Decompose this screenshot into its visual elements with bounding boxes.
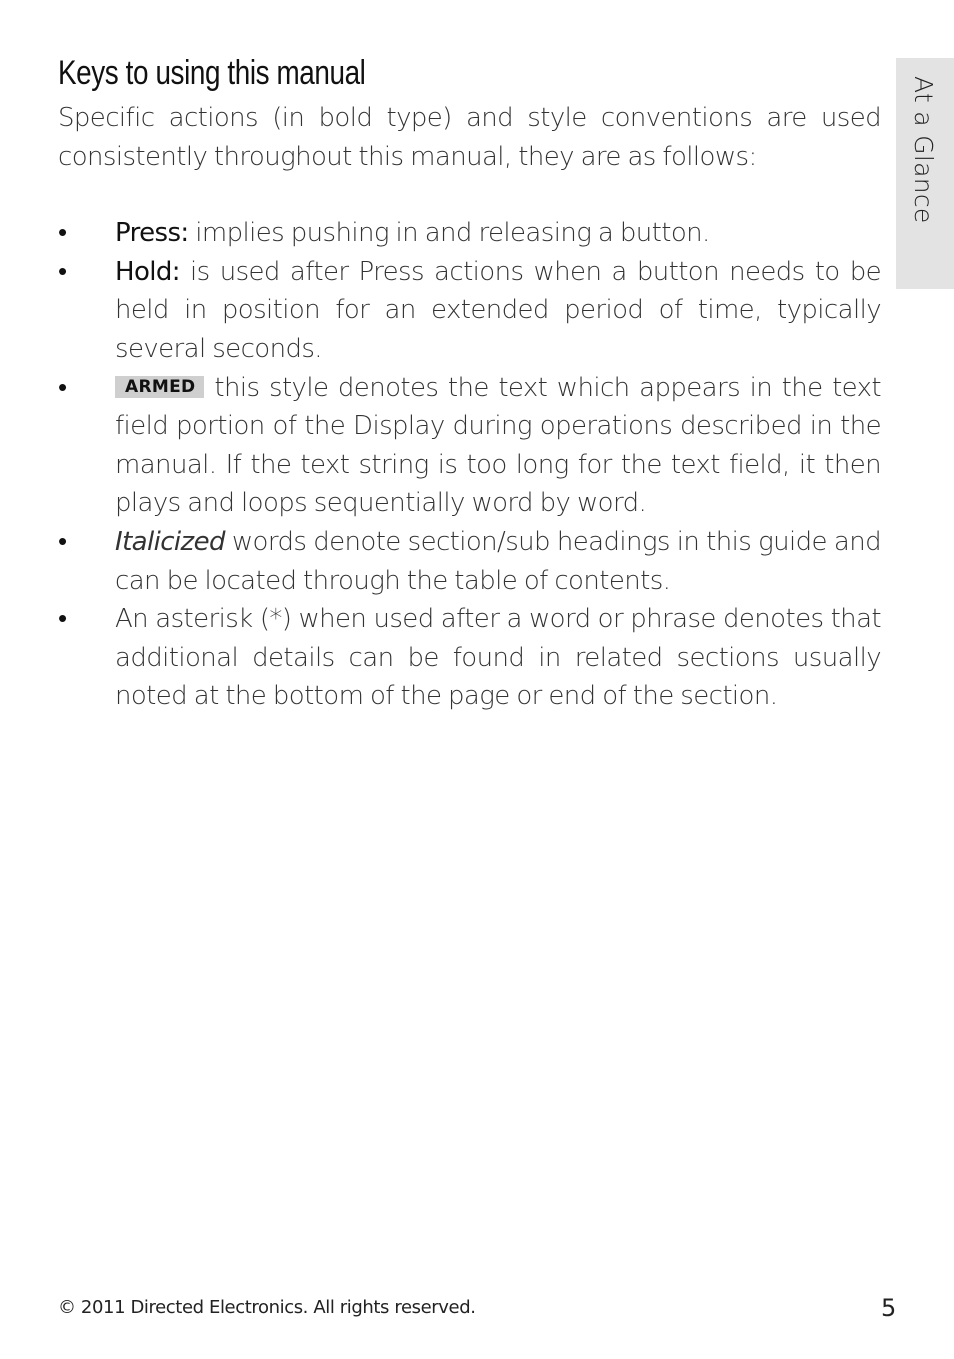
press-keyword: Press: bbox=[115, 218, 189, 249]
page-content bbox=[58, 99, 881, 716]
bullet-icon: • bbox=[58, 526, 67, 557]
list-item-hold bbox=[58, 253, 881, 369]
italicized-description: words denote section/sub headings in this guide and can be located through the table of contents. bbox=[115, 526, 881, 596]
armed-description: this style denotes the text which appears in the text field portion of the Display during operations described in the manual. If the text string is too long for the text field, it then plays and loops sequentially word by word. bbox=[115, 372, 881, 519]
press-description: implies pushing in and releasing a button. bbox=[188, 218, 710, 249]
footer-copyright: © 2011 Directed Electronics. All rights reserved. bbox=[58, 1297, 476, 1318]
page-title: Keys to using this manual bbox=[58, 54, 366, 92]
page-number: 5 bbox=[881, 1294, 897, 1322]
intro-paragraph: Specific actions (in bold type) and style conventions are used consistently throughout this manual, they are as follows: bbox=[58, 103, 881, 172]
list-item-press bbox=[58, 214, 881, 253]
section-tab-label: At a Glance bbox=[909, 76, 938, 224]
section-tab bbox=[896, 58, 954, 289]
bullet-icon: • bbox=[58, 256, 67, 287]
bullet-icon: • bbox=[58, 372, 67, 403]
hold-description: is used after Press actions when a button needs to be held in position for an extended period of time, typically several seconds. bbox=[115, 256, 881, 364]
armed-display-chip: ARMED bbox=[115, 376, 204, 398]
bullet-icon: • bbox=[58, 218, 67, 249]
list-item-armed bbox=[58, 369, 881, 523]
bullet-icon: • bbox=[58, 604, 67, 635]
conventions-list bbox=[58, 214, 881, 716]
list-item-asterisk bbox=[58, 600, 881, 716]
hold-keyword: Hold: bbox=[115, 256, 180, 287]
asterisk-description: An asterisk (*) when used after a word or phrase denotes that additional details can be found in related sections usually noted at the bottom of the page or end of the section. bbox=[115, 604, 881, 712]
italicized-keyword: Italicized bbox=[115, 526, 225, 557]
list-item-italicized bbox=[58, 523, 881, 600]
